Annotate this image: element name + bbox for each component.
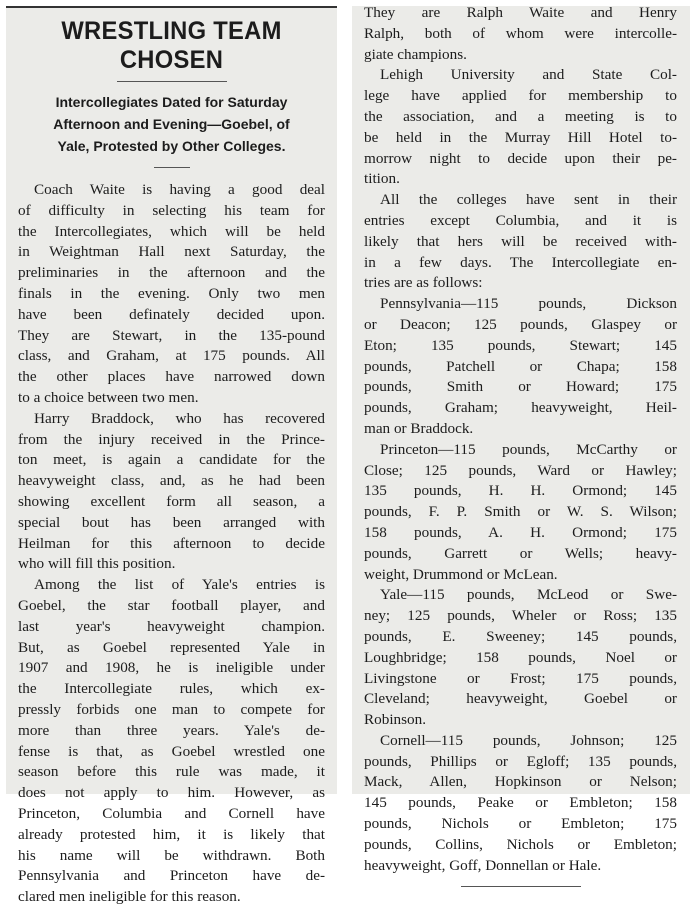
paragraph — [364, 585, 677, 731]
text-line: Coach Waite is having a good deal — [34, 181, 325, 198]
text-line: have been definately decided upon. — [18, 305, 325, 323]
text-line: Pennsylvania and Princeton have de- — [18, 867, 325, 885]
text-line: Princeton, Columbia and Cornell have — [18, 804, 325, 822]
paragraph — [364, 731, 677, 877]
divider — [154, 167, 190, 168]
text-line: 135 pounds, H. H. Ormond; 145 — [364, 482, 677, 500]
text-line: Pennsylvania—115 pounds, Dickson — [380, 295, 677, 313]
text-line: weight, Drummond or McLean. — [364, 565, 558, 583]
subheadline-line: Yale, Protested by Other Colleges. — [57, 138, 286, 154]
end-rule — [461, 886, 581, 887]
text-line: pounds, Collins, Nichols or Embleton; — [364, 835, 677, 853]
article-left-column — [6, 6, 337, 906]
article-body-right — [364, 3, 677, 876]
text-line: pounds, Graham; heavyweight, Heil- — [364, 399, 677, 417]
text-line: Cleveland; heavyweight, Goebel or — [364, 690, 677, 708]
text-line: season before this rule was made, it — [18, 763, 325, 781]
text-line: does not apply to him. However, as — [18, 784, 325, 802]
text-line: Cornell—115 pounds, Johnson; 125 — [380, 731, 677, 749]
text-line: his name will be withdrawn. Both — [18, 846, 325, 864]
paragraph — [18, 575, 325, 908]
paragraph — [18, 180, 325, 409]
text-line: Close; 125 pounds, Ward or Hawley; — [364, 461, 677, 479]
text-line: more than three years. Yale's de- — [18, 721, 325, 739]
text-line: tries are as follows: — [364, 274, 483, 292]
text-line: But, as Goebel represented Yale in — [18, 638, 325, 656]
subheadline-line: Intercollegiates Dated for Saturday — [55, 94, 288, 110]
text-line: be held in the Murray Hill Hotel to- — [364, 128, 677, 146]
text-line: lege have applied for membership to — [364, 87, 677, 105]
text-line: heavyweight class, and, as he had been — [18, 472, 325, 490]
text-line: the Intercollegiate rules, which ex- — [18, 680, 325, 698]
paragraph — [18, 409, 325, 575]
text-line: or Deacon; 125 pounds, Glaspey or — [364, 315, 677, 333]
text-line: the association, and a meeting is to — [364, 107, 677, 125]
text-line: finals in the evening. Only two men — [18, 284, 325, 302]
paragraph — [364, 294, 677, 440]
text-line: pounds, Phillips or Egloff; 135 pounds, — [364, 752, 677, 770]
text-line: 1907 and 1908, he is ineligible under — [18, 659, 325, 677]
text-line: likely that hers will be received with- — [364, 232, 677, 250]
text-line: who will fill this position. — [18, 555, 176, 573]
top-rule — [6, 6, 337, 8]
paragraph — [364, 65, 677, 190]
text-line: 145 pounds, Peake or Embleton; 158 — [364, 794, 677, 812]
text-line: Mack, Allen, Hopkinson or Nelson; — [364, 773, 677, 791]
text-line: showing excellent form all season, a — [18, 492, 325, 510]
text-line: entries except Columbia, and it is — [364, 211, 677, 229]
subheadline-line: Afternoon and Evening—Goebel, of — [53, 116, 290, 132]
text-line: last year's heavyweight champion. — [18, 617, 325, 635]
text-line: in Weightman Hall next Saturday, the — [18, 243, 325, 261]
paragraph — [364, 190, 677, 294]
text-line: Heilman for this afternoon to decide — [18, 534, 325, 552]
subheadline — [20, 91, 323, 157]
text-line: ney; 125 pounds, Wheler or Ross; 135 — [364, 607, 677, 625]
text-line: pounds, E. Sweeney; 145 pounds, — [364, 627, 677, 645]
text-line: ton meet, is again a candidate for the — [18, 451, 325, 469]
text-line: man or Braddock. — [364, 419, 474, 437]
text-line: All the colleges have sent in their — [380, 191, 677, 209]
paragraph — [364, 3, 677, 65]
text-line: to a choice between two men. — [18, 388, 199, 406]
text-line: Princeton—115 pounds, McCarthy or — [380, 440, 677, 458]
text-line: pounds, Nichols or Embleton; 175 — [364, 815, 677, 833]
text-line: pounds, Smith or Howard; 175 — [364, 378, 677, 396]
divider — [117, 81, 227, 82]
text-line: of difficulty in selecting his team for — [18, 201, 325, 219]
text-line: They are Stewart, in the 135-pound — [18, 326, 325, 344]
text-line: Robinson. — [364, 711, 427, 729]
text-line: They are Ralph Waite and Henry — [364, 4, 677, 21]
text-line: fense is that, as Goebel wrestled one — [18, 742, 325, 760]
text-line: Ralph, both of whom were intercolle- — [364, 24, 677, 42]
headline: WRESTLING TEAM CHOSEN — [61, 17, 282, 74]
text-line: pounds, F. P. Smith or W. S. Wilson; — [364, 503, 677, 521]
text-line: Livingstone or Frost; 175 pounds, — [364, 669, 677, 687]
text-line: Eton; 135 pounds, Stewart; 145 — [364, 336, 677, 354]
text-line: the other places have narrowed down — [18, 368, 325, 386]
text-line: in a few days. The Intercollegiate en- — [364, 253, 677, 271]
paragraph — [364, 440, 677, 586]
text-line: pressly forbids one man to compete for — [18, 700, 325, 718]
text-line: from the injury received in the Prince- — [18, 430, 325, 448]
text-line: 158 pounds, A. H. Ormond; 175 — [364, 523, 677, 541]
text-line: Goebel, the star football player, and — [18, 596, 325, 614]
text-line: clared men ineligible for this reason. — [18, 888, 241, 906]
text-line: giate champions. — [364, 45, 467, 63]
article-body-left — [18, 180, 325, 908]
text-line: Loughbridge; 158 pounds, Noel or — [364, 648, 677, 666]
text-line: the Intercollegiates, which will be held — [18, 222, 325, 240]
text-line: heavyweight, Goff, Donnellan or Hale. — [364, 856, 602, 874]
text-line: Yale—115 pounds, McLeod or Swe- — [380, 586, 677, 604]
text-line: morrow night to decide upon their pe- — [364, 149, 677, 167]
text-line: preliminaries in the afternoon and the — [18, 264, 325, 282]
text-line: Among the list of Yale's entries is — [34, 576, 325, 594]
text-line: pounds, Patchell or Chapa; 158 — [364, 357, 677, 375]
text-line: pounds, Garrett or Wells; heavy- — [364, 544, 677, 562]
text-line: tition. — [364, 170, 400, 188]
text-line: Lehigh University and State Col- — [380, 66, 677, 84]
text-line: class, and Graham, at 175 pounds. All — [18, 347, 325, 365]
article-right-column — [352, 4, 690, 874]
text-line: already protested him, it is likely that — [18, 825, 325, 843]
text-line: special bout has been arranged with — [18, 513, 325, 531]
text-line: Harry Braddock, who has recovered — [34, 409, 325, 427]
